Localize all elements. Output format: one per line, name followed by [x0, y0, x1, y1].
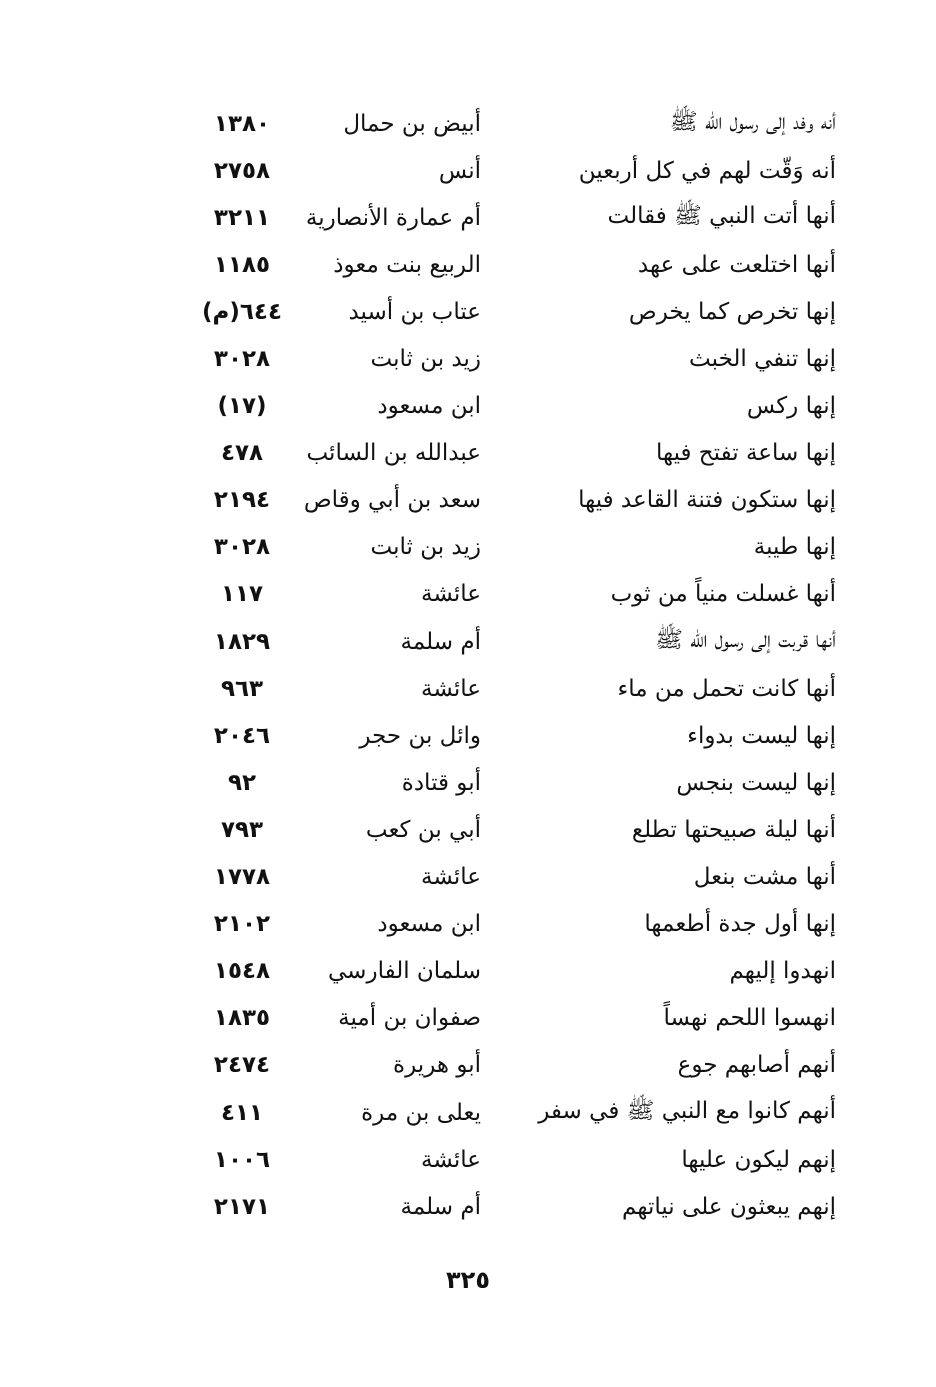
hadith-opening-text: إنها ليست بدواء: [687, 722, 836, 749]
hadith-opening-text: إنها تخرص كما يخرص: [628, 298, 836, 325]
index-row: [150, 712, 850, 759]
index-row: [150, 901, 850, 948]
hadith-opening-text: أنها أتت النبي ﷺ فقالت: [607, 202, 836, 229]
hadith-index-table: [150, 100, 850, 1230]
hadith-number: ٢١٠٢: [213, 911, 271, 938]
hadith-number: ٢٤٧٤: [213, 1052, 271, 1079]
narrator-name: أبي بن كعب: [365, 816, 481, 843]
narrator-name: أم عمارة الأنصارية: [305, 204, 481, 231]
hadith-number: ٣٢١١: [213, 204, 271, 231]
narrator-name: عائشة: [421, 675, 481, 702]
page-number: ٣٢٥: [446, 1266, 490, 1294]
hadith-number: ١٨٣٥: [213, 1005, 271, 1032]
narrator-name: ابن مسعود: [377, 393, 481, 420]
narrator-name: الربيع بنت معوذ: [333, 251, 481, 278]
hadith-number: ٣٠٢٨: [213, 346, 271, 373]
index-row: [150, 948, 850, 995]
hadith-opening-text: أنها كانت تحمل من ماء: [617, 675, 836, 702]
hadith-opening-text: انهسوا اللحم نهساً: [663, 1005, 836, 1032]
hadith-opening-text: أنها ليلة صبيحتها تطلع: [631, 816, 836, 843]
narrator-name: زيد بن ثابت: [370, 534, 481, 561]
hadith-number: ١١٨٥: [213, 251, 271, 278]
index-rows: [150, 100, 850, 1230]
hadith-number: ٣٠٢٨: [213, 534, 271, 561]
hadith-number: ٩٢: [227, 769, 257, 796]
hadith-number: ٢٠٤٦: [213, 722, 271, 749]
narrator-name: صفوان بن أمية: [338, 1005, 481, 1032]
index-row: [150, 571, 850, 618]
index-row: [150, 665, 850, 712]
index-row: [150, 477, 850, 524]
hadith-opening-text: انهدوا إليهم: [729, 958, 836, 985]
narrator-name: أم سلمة: [400, 1193, 481, 1220]
hadith-opening-text: أنها مشت بنعل: [693, 864, 836, 891]
index-row: [150, 288, 850, 335]
hadith-opening-text: إنهم ليكون عليها: [681, 1146, 836, 1173]
hadith-number: ١٧٧٨: [213, 864, 271, 891]
hadith-number: ٩٦٣: [220, 675, 264, 702]
hadith-number: ٧٩٣: [220, 816, 264, 843]
hadith-opening-text: إنها ستكون فتنة القاعد فيها: [578, 487, 836, 514]
index-row: [150, 1042, 850, 1089]
narrator-name: عائشة: [421, 864, 481, 891]
hadith-number: ١٣٨٠: [213, 110, 271, 137]
narrator-name: عبدالله بن السائب: [306, 440, 481, 467]
narrator-name: أبو قتادة: [401, 769, 481, 796]
narrator-name: سعد بن أبي وقاص: [303, 487, 481, 514]
hadith-number: ٤٧٨: [220, 440, 264, 467]
narrator-name: أم سلمة: [400, 628, 481, 655]
hadith-number: ١١٧: [220, 581, 264, 608]
index-row: [150, 383, 850, 430]
narrator-name: سلمان الفارسي: [328, 958, 481, 985]
hadith-number: ١٥٤٨: [213, 958, 271, 985]
hadith-number: ٢٧٥٨: [213, 157, 271, 184]
narrator-name: عتاب بن أسيد: [348, 298, 481, 325]
hadith-number: ٦٤٤(م): [201, 298, 282, 325]
index-row: [150, 1089, 850, 1136]
narrator-name: أنس: [438, 157, 481, 184]
index-row: [150, 1183, 850, 1230]
hadith-opening-text: إنها أول جدة أطعمها: [644, 911, 836, 938]
narrator-name: زيد بن ثابت: [370, 346, 481, 373]
hadith-opening-text: أنها اختلعت على عهد: [637, 251, 836, 278]
hadith-opening-text: أنهم كانوا مع النبي ﷺ في سفر: [538, 1097, 836, 1124]
index-row: [150, 854, 850, 901]
narrator-name: أبو هريرة: [393, 1052, 481, 1079]
hadith-number: ٢١٩٤: [213, 487, 271, 514]
hadith-opening-text: أنه وَقّت لهم في كل أربعين: [578, 157, 836, 184]
hadith-opening-text: إنها ليست بنجس: [676, 769, 836, 796]
index-row: [150, 241, 850, 288]
hadith-opening-text: أنه وفد إلى رسول الله ﷺ: [669, 108, 836, 135]
hadith-opening-text: إنها ساعة تفتح فيها: [655, 440, 836, 467]
hadith-opening-text: أنها غسلت منياً من ثوب: [610, 581, 836, 608]
narrator-name: وائل بن حجر: [359, 722, 481, 749]
hadith-opening-text: إنهم يبعثون على نياتهم: [622, 1193, 836, 1220]
narrator-name: أبيض بن حمال: [343, 110, 481, 137]
narrator-name: عائشة: [421, 1146, 481, 1173]
index-row: [150, 759, 850, 806]
narrator-name: عائشة: [421, 581, 481, 608]
hadith-number: ٤١١: [220, 1099, 264, 1126]
index-row: [150, 806, 850, 853]
narrator-name: ابن مسعود: [377, 911, 481, 938]
index-row: [150, 335, 850, 382]
narrator-name: يعلى بن مرة: [361, 1099, 481, 1126]
hadith-opening-text: إنها طيبة: [753, 534, 836, 561]
index-row: [150, 618, 850, 665]
index-row: [150, 995, 850, 1042]
index-row: [150, 524, 850, 571]
index-row: [150, 1136, 850, 1183]
index-row: [150, 194, 850, 241]
hadith-number: ١٨٢٩: [213, 628, 271, 655]
hadith-opening-text: أنهم أصابهم جوع: [677, 1052, 836, 1079]
index-row: [150, 430, 850, 477]
hadith-opening-text: إنها تنفي الخبث: [689, 346, 836, 373]
hadith-number: ٢١٧١: [213, 1193, 271, 1220]
index-row: [150, 100, 850, 147]
hadith-opening-text: أنها قربت إلى رسول الله ﷺ: [655, 626, 836, 653]
hadith-number: (١٧): [217, 393, 267, 420]
index-row: [150, 147, 850, 194]
hadith-opening-text: إنها ركس: [746, 393, 836, 420]
hadith-number: ١٠٠٦: [213, 1146, 271, 1173]
